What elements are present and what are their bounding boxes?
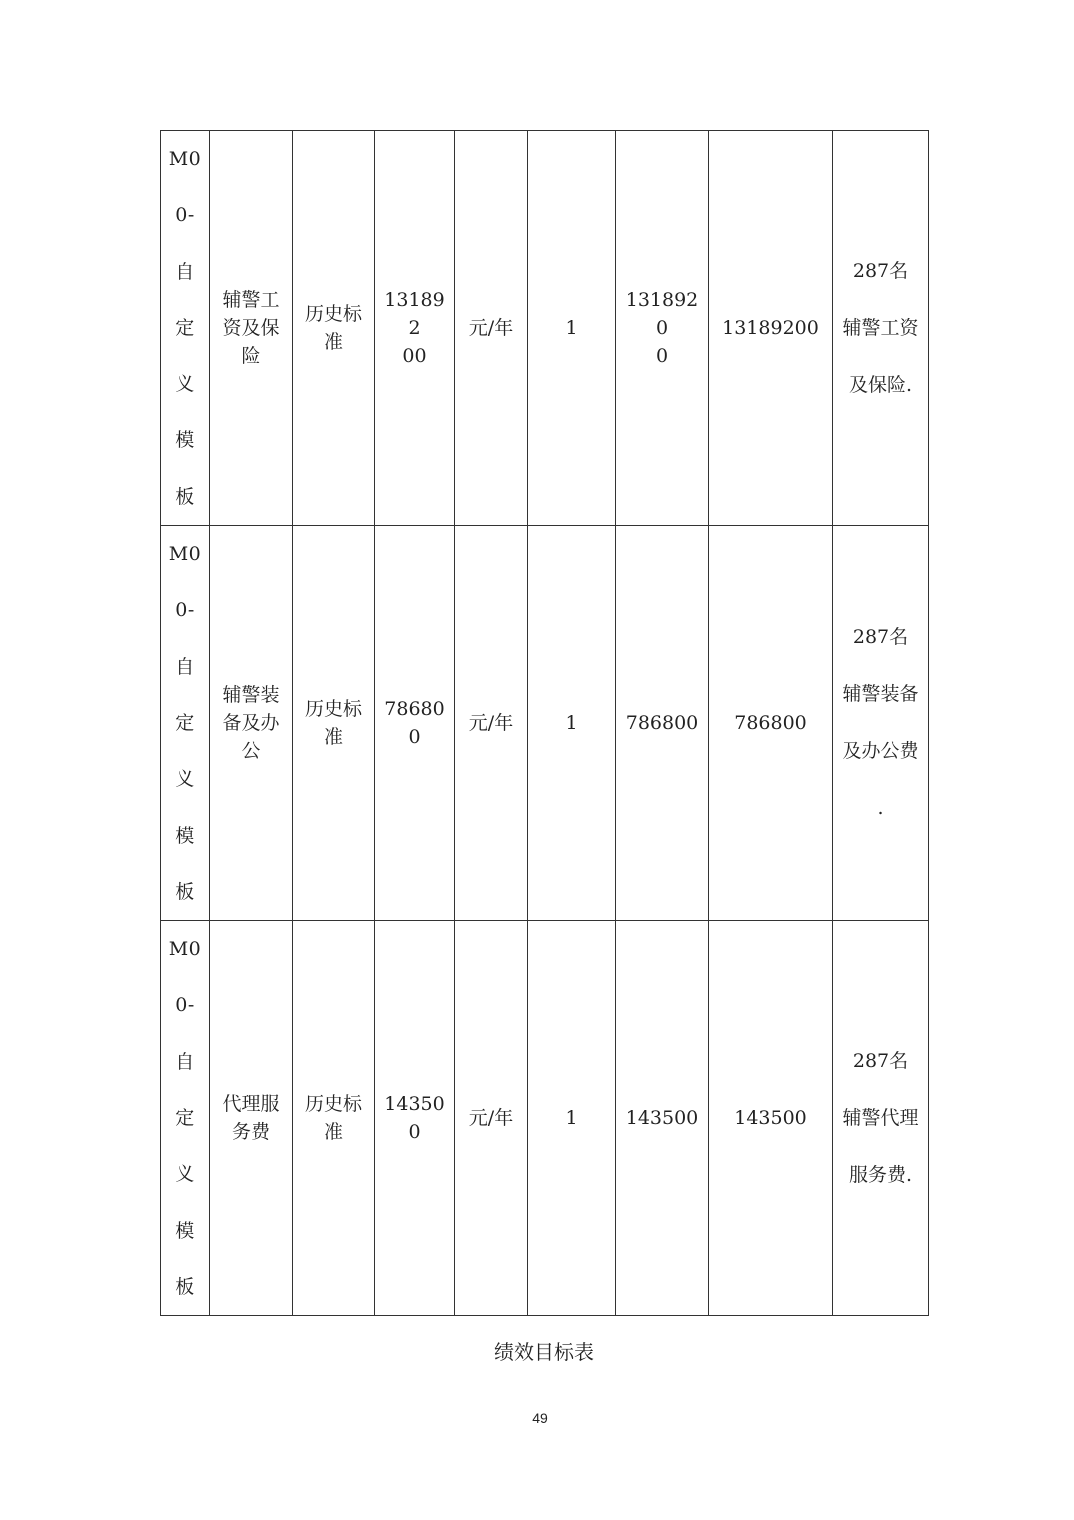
code-line: 定 [175, 1107, 195, 1130]
table-row [161, 921, 929, 1316]
note-cell-text: 287名 辅警代理 服务费. [842, 1049, 919, 1186]
quantity-cell-text: 1 [565, 1107, 578, 1130]
budget-detail-table [160, 130, 929, 1316]
quantity-cell-text: 1 [565, 712, 578, 735]
code-line: 自 [175, 1050, 195, 1073]
item-name-cell [210, 921, 293, 1316]
amount-total-cell-text: 786800 [734, 712, 807, 735]
note-cell-text: 287名 辅警工资 及保险. [842, 259, 919, 396]
unit-cell [455, 131, 528, 526]
code-line: M0 [168, 938, 202, 961]
quantity-cell [528, 131, 616, 526]
table-row [161, 526, 929, 921]
item-name-cell [210, 526, 293, 921]
amount-cell [616, 921, 709, 1316]
amount-total-cell [709, 921, 833, 1316]
code-line: 板 [175, 485, 195, 508]
basis-cell [293, 526, 375, 921]
table-caption: 绩效目标表 [494, 1340, 594, 1364]
unit-cell-text: 元/年 [468, 712, 514, 735]
table-body [161, 131, 929, 1316]
code-cell [161, 921, 210, 1316]
code-line: 定 [175, 316, 195, 339]
unit-price-cell [375, 921, 455, 1316]
item-name-cell [210, 131, 293, 526]
unit-price-cell-text: 131892 00 [384, 289, 445, 368]
unit-price-cell [375, 526, 455, 921]
unit-cell-text: 元/年 [468, 317, 514, 340]
code-line: 模 [175, 824, 195, 847]
quantity-cell [528, 526, 616, 921]
unit-price-cell-text: 143500 [384, 1093, 445, 1144]
basis-cell [293, 131, 375, 526]
code-line: 0- [175, 204, 195, 227]
amount-cell-text: 1318920 0 [625, 289, 699, 368]
code-line: 模 [175, 429, 195, 452]
unit-cell [455, 526, 528, 921]
amount-cell [616, 131, 709, 526]
code-line: M0 [168, 148, 202, 170]
code-cell [161, 131, 210, 526]
code-line: 板 [175, 880, 195, 903]
page-number: 49 [532, 1410, 548, 1426]
code-line: 模 [175, 1219, 195, 1242]
basis-cell-text: 历史标 准 [304, 698, 362, 749]
code-line: 0- [175, 994, 195, 1017]
code-line: 定 [175, 711, 195, 734]
basis-cell-text: 历史标 准 [304, 303, 362, 354]
amount-cell [616, 526, 709, 921]
unit-cell [455, 921, 528, 1316]
code-line: 义 [175, 1163, 195, 1186]
quantity-cell [528, 921, 616, 1316]
code-line: 自 [175, 655, 195, 678]
quantity-cell-text: 1 [565, 317, 578, 340]
amount-total-cell [709, 131, 833, 526]
code-line: 义 [175, 373, 195, 396]
table-row [161, 131, 929, 526]
unit-price-cell [375, 131, 455, 526]
note-cell [833, 921, 929, 1316]
amount-total-cell-text: 13189200 [722, 317, 819, 340]
amount-total-cell-text: 143500 [734, 1107, 807, 1130]
item-name-cell-text: 辅警装 备及办 公 [222, 684, 280, 763]
item-name-cell-text: 代理服 务费 [222, 1093, 280, 1144]
code-line: 板 [175, 1275, 195, 1298]
note-cell [833, 526, 929, 921]
basis-cell-text: 历史标 准 [304, 1093, 362, 1144]
code-cell [161, 526, 210, 921]
unit-price-cell-text: 786800 [384, 698, 445, 749]
amount-cell-text: 143500 [625, 1107, 699, 1130]
code-line: 自 [175, 260, 195, 283]
note-cell [833, 131, 929, 526]
amount-cell-text: 786800 [625, 712, 699, 735]
code-line: M0 [168, 543, 202, 566]
unit-cell-text: 元/年 [468, 1107, 514, 1130]
item-name-cell-text: 辅警工 资及保 险 [222, 289, 280, 368]
basis-cell [293, 921, 375, 1316]
note-cell-text: 287名 辅警装备 及办公费 . [842, 626, 919, 820]
code-line: 义 [175, 768, 195, 791]
code-line: 0- [175, 599, 195, 622]
amount-total-cell [709, 526, 833, 921]
